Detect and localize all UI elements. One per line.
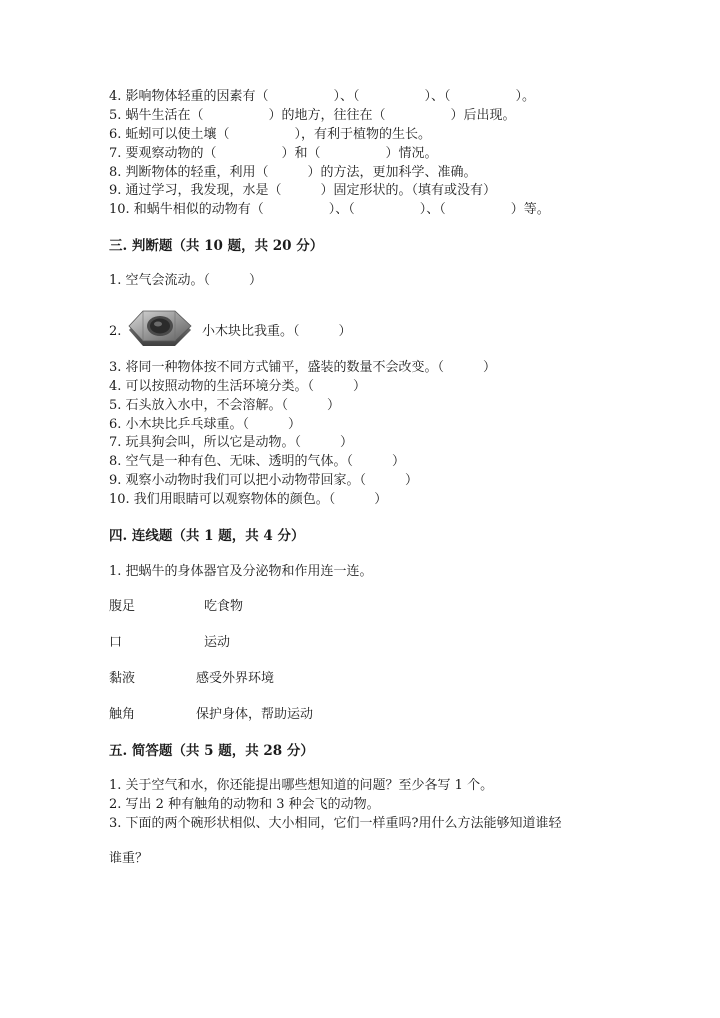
judge-question-3: 3. 将同一种物体按不同方式铺平，盛装的数量不会改变。（ ）: [109, 360, 497, 375]
short-answer-question-3-continued: 谁重？: [109, 851, 149, 866]
section-4-title: 四. 连线题（共 1 题，共 4 分）: [109, 528, 305, 544]
hex-nut-icon: [125, 308, 195, 354]
judge-question-9: 9. 观察小动物时我们可以把小动物带回家。（ ）: [109, 473, 419, 488]
short-answer-question-1: 1. 关于空气和水，你还能提出哪些想知道的问题？至少各写 1 个。: [109, 778, 494, 793]
judge-question-6: 6. 小木块比乒乓球重。（ ）: [109, 417, 302, 432]
fill-question-6: 6. 蚯蚓可以使土壤（ ），有利于植物的生长。: [109, 127, 432, 142]
match-right-item: 保护身体，帮助运动: [196, 707, 314, 722]
fill-question-4: 4. 影响物体轻重的因素有（ ）、（ ）、（ ）。: [109, 89, 536, 104]
short-answer-question-3: 3. 下面的两个碗形状相似、大小相同，它们一样重吗?用什么方法能够知道谁轻: [109, 816, 562, 831]
judge-question-7: 7. 玩具狗会叫，所以它是动物。（ ）: [109, 435, 354, 450]
judge-question-1: 1. 空气会流动。（ ）: [109, 273, 263, 288]
match-question-1: 1. 把蜗牛的身体器官及分泌物和作用连一连。: [109, 564, 373, 579]
judge-question-10: 10. 我们用眼睛可以观察物体的颜色。（ ）: [109, 492, 388, 507]
match-right-item: 运动: [204, 635, 231, 650]
fill-question-7: 7. 要观察动物的（ ）和（ ）情况。: [109, 146, 438, 161]
match-right-item: 吃食物: [204, 599, 244, 614]
match-left-item: 黏液: [109, 671, 136, 686]
section-5-title: 五. 简答题（共 5 题，共 28 分）: [109, 743, 314, 759]
match-right-item: 感受外界环境: [196, 671, 275, 686]
match-left-item: 触角: [109, 707, 136, 722]
section-3-title: 三. 判断题（共 10 题，共 20 分）: [109, 238, 324, 254]
judge-question-2-number: 2.: [109, 324, 122, 339]
judge-question-2-text: 小木块比我重。（ ）: [202, 324, 352, 339]
judge-question-5: 5. 石头放入水中，不会溶解。（ ）: [109, 398, 341, 413]
fill-question-8: 8. 判断物体的轻重，利用（ ）的方法，更加科学、准确。: [109, 165, 477, 180]
fill-question-10: 10. 和蜗牛相似的动物有（ ）、（ ）、（ ）等。: [109, 202, 550, 217]
short-answer-question-2: 2. 写出 2 种有触角的动物和 3 种会飞的动物。: [109, 797, 380, 812]
match-left-item: 口: [109, 635, 123, 650]
match-left-item: 腹足: [109, 599, 136, 614]
judge-question-8: 8. 空气是一种有色、无味、透明的气体。（ ）: [109, 454, 406, 469]
fill-question-5: 5. 蜗牛生活在（ ）的地方，往往在（ ）后出现。: [109, 108, 516, 123]
fill-question-9: 9. 通过学习，我发现，水是（ ）固定形状的。（填有或没有）: [109, 183, 497, 198]
judge-question-4: 4. 可以按照动物的生活环境分类。（ ）: [109, 379, 367, 394]
